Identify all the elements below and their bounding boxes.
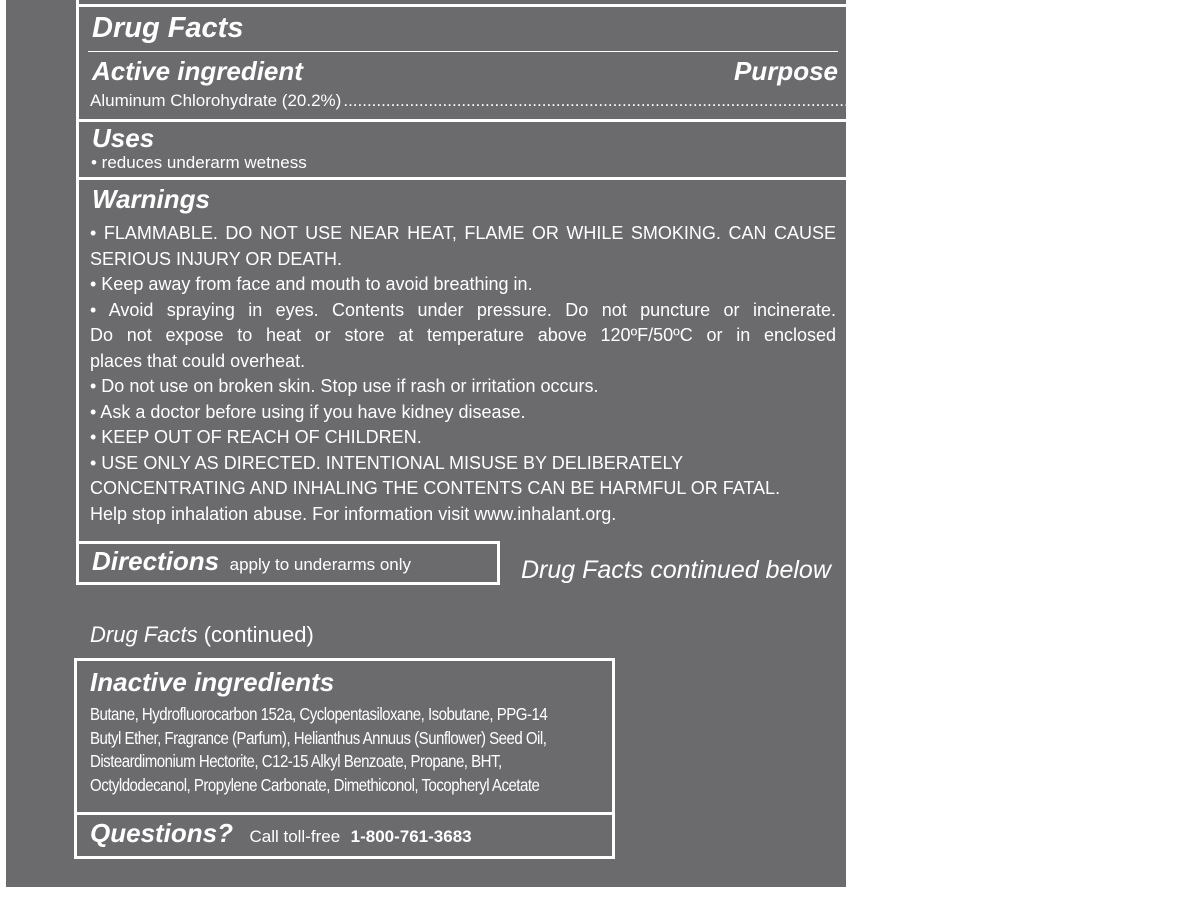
- warning-line: Do not expose to heat or store at temperature above 120ºF/50ºC or in enclosed: [90, 325, 836, 345]
- purpose-value: antiperspirant: [1101, 91, 1204, 110]
- directions-row: [92, 547, 411, 576]
- divider-questions: [77, 812, 612, 815]
- phone-number: 1-800-761-3683: [350, 827, 472, 846]
- directions-heading: Directions: [92, 546, 220, 576]
- uses-item: • reduces underarm wetness: [91, 153, 307, 172]
- warning-line: places that could overheat.: [90, 350, 306, 371]
- continued-title-plain: (continued): [203, 622, 314, 647]
- warnings-heading: Warnings: [92, 184, 210, 214]
- inactive-list: [90, 703, 690, 797]
- inactive-line: Disteardimonium Hectorite, C12-15 Alkyl Benzoate, Propane, BHT,: [90, 751, 502, 771]
- warning-line: CONCENTRATING AND INHALING THE CONTENTS CAN BE HARMFUL OR FATAL.: [90, 478, 781, 498]
- questions-row: [90, 819, 472, 848]
- purpose-heading: Purpose: [733, 56, 838, 86]
- triangle-down-icon: ▼: [843, 558, 866, 583]
- continued-note: [521, 556, 866, 585]
- inactive-heading: Inactive ingredients: [90, 667, 335, 697]
- continued-title-italic: Drug Facts: [90, 622, 198, 647]
- divider-warnings: [79, 177, 846, 180]
- divider-directions: [79, 541, 499, 544]
- warnings-text: [90, 221, 836, 527]
- warning-line: SERIOUS INJURY OR DEATH.: [90, 248, 343, 269]
- inactive-line: Butane, Hydrofluorocarbon 152a, Cyclopentasiloxane, Isobutane, PPG-14: [90, 704, 548, 724]
- drug-facts-title: Drug Facts: [92, 12, 244, 44]
- divider-uses: [79, 119, 846, 122]
- leader-dots: ................................................................................................................................................................: [343, 91, 1100, 110]
- warning-line: • Avoid spraying in eyes. Contents under pressure. Do not puncture or incinerate.: [90, 299, 836, 320]
- warning-line: • Ask a doctor before using if you have kidney disease.: [90, 401, 526, 422]
- directions-bottom: [76, 582, 500, 585]
- top-border: [76, 4, 846, 7]
- active-ingredient-heading: Active ingredient: [92, 56, 303, 86]
- warning-line: • KEEP OUT OF REACH OF CHILDREN.: [90, 427, 422, 447]
- questions-heading: Questions?: [90, 818, 234, 848]
- warning-line: • USE ONLY AS DIRECTED. INTENTIONAL MISUSE BY DELIBERATELY: [90, 452, 684, 473]
- active-ingredient-name: Aluminum Chlorohydrate (20.2%): [90, 91, 342, 110]
- inactive-line: Octyldodecanol, Propylene Carbonate, Dimethiconol, Tocopheryl Acetate: [90, 774, 540, 795]
- warning-line: Help stop inhalation abuse. For information visit www.inhalant.org.: [90, 503, 617, 524]
- warning-line: • FLAMMABLE. DO NOT USE NEAR HEAT, FLAME OR WHILE SMOKING. CAN CAUSE: [90, 223, 836, 243]
- inactive-line: Butyl Ether, Fragrance (Parfum), Helianthus Annuus (Sunflower) Seed Oil,: [90, 727, 547, 748]
- warning-line: • Keep away from face and mouth to avoid breathing in.: [90, 274, 533, 294]
- call-text: Call toll-free: [249, 827, 341, 846]
- active-ingredient-row: [90, 90, 1204, 112]
- continued-title: [90, 622, 314, 648]
- warning-line: • Do not use on broken skin. Stop use if rash or irritation occurs.: [90, 376, 599, 396]
- directions-text: apply to underarms only: [229, 555, 412, 574]
- continued-note-text: Drug Facts continued below: [521, 556, 831, 584]
- title-divider: [88, 51, 838, 52]
- uses-heading: Uses: [92, 123, 155, 153]
